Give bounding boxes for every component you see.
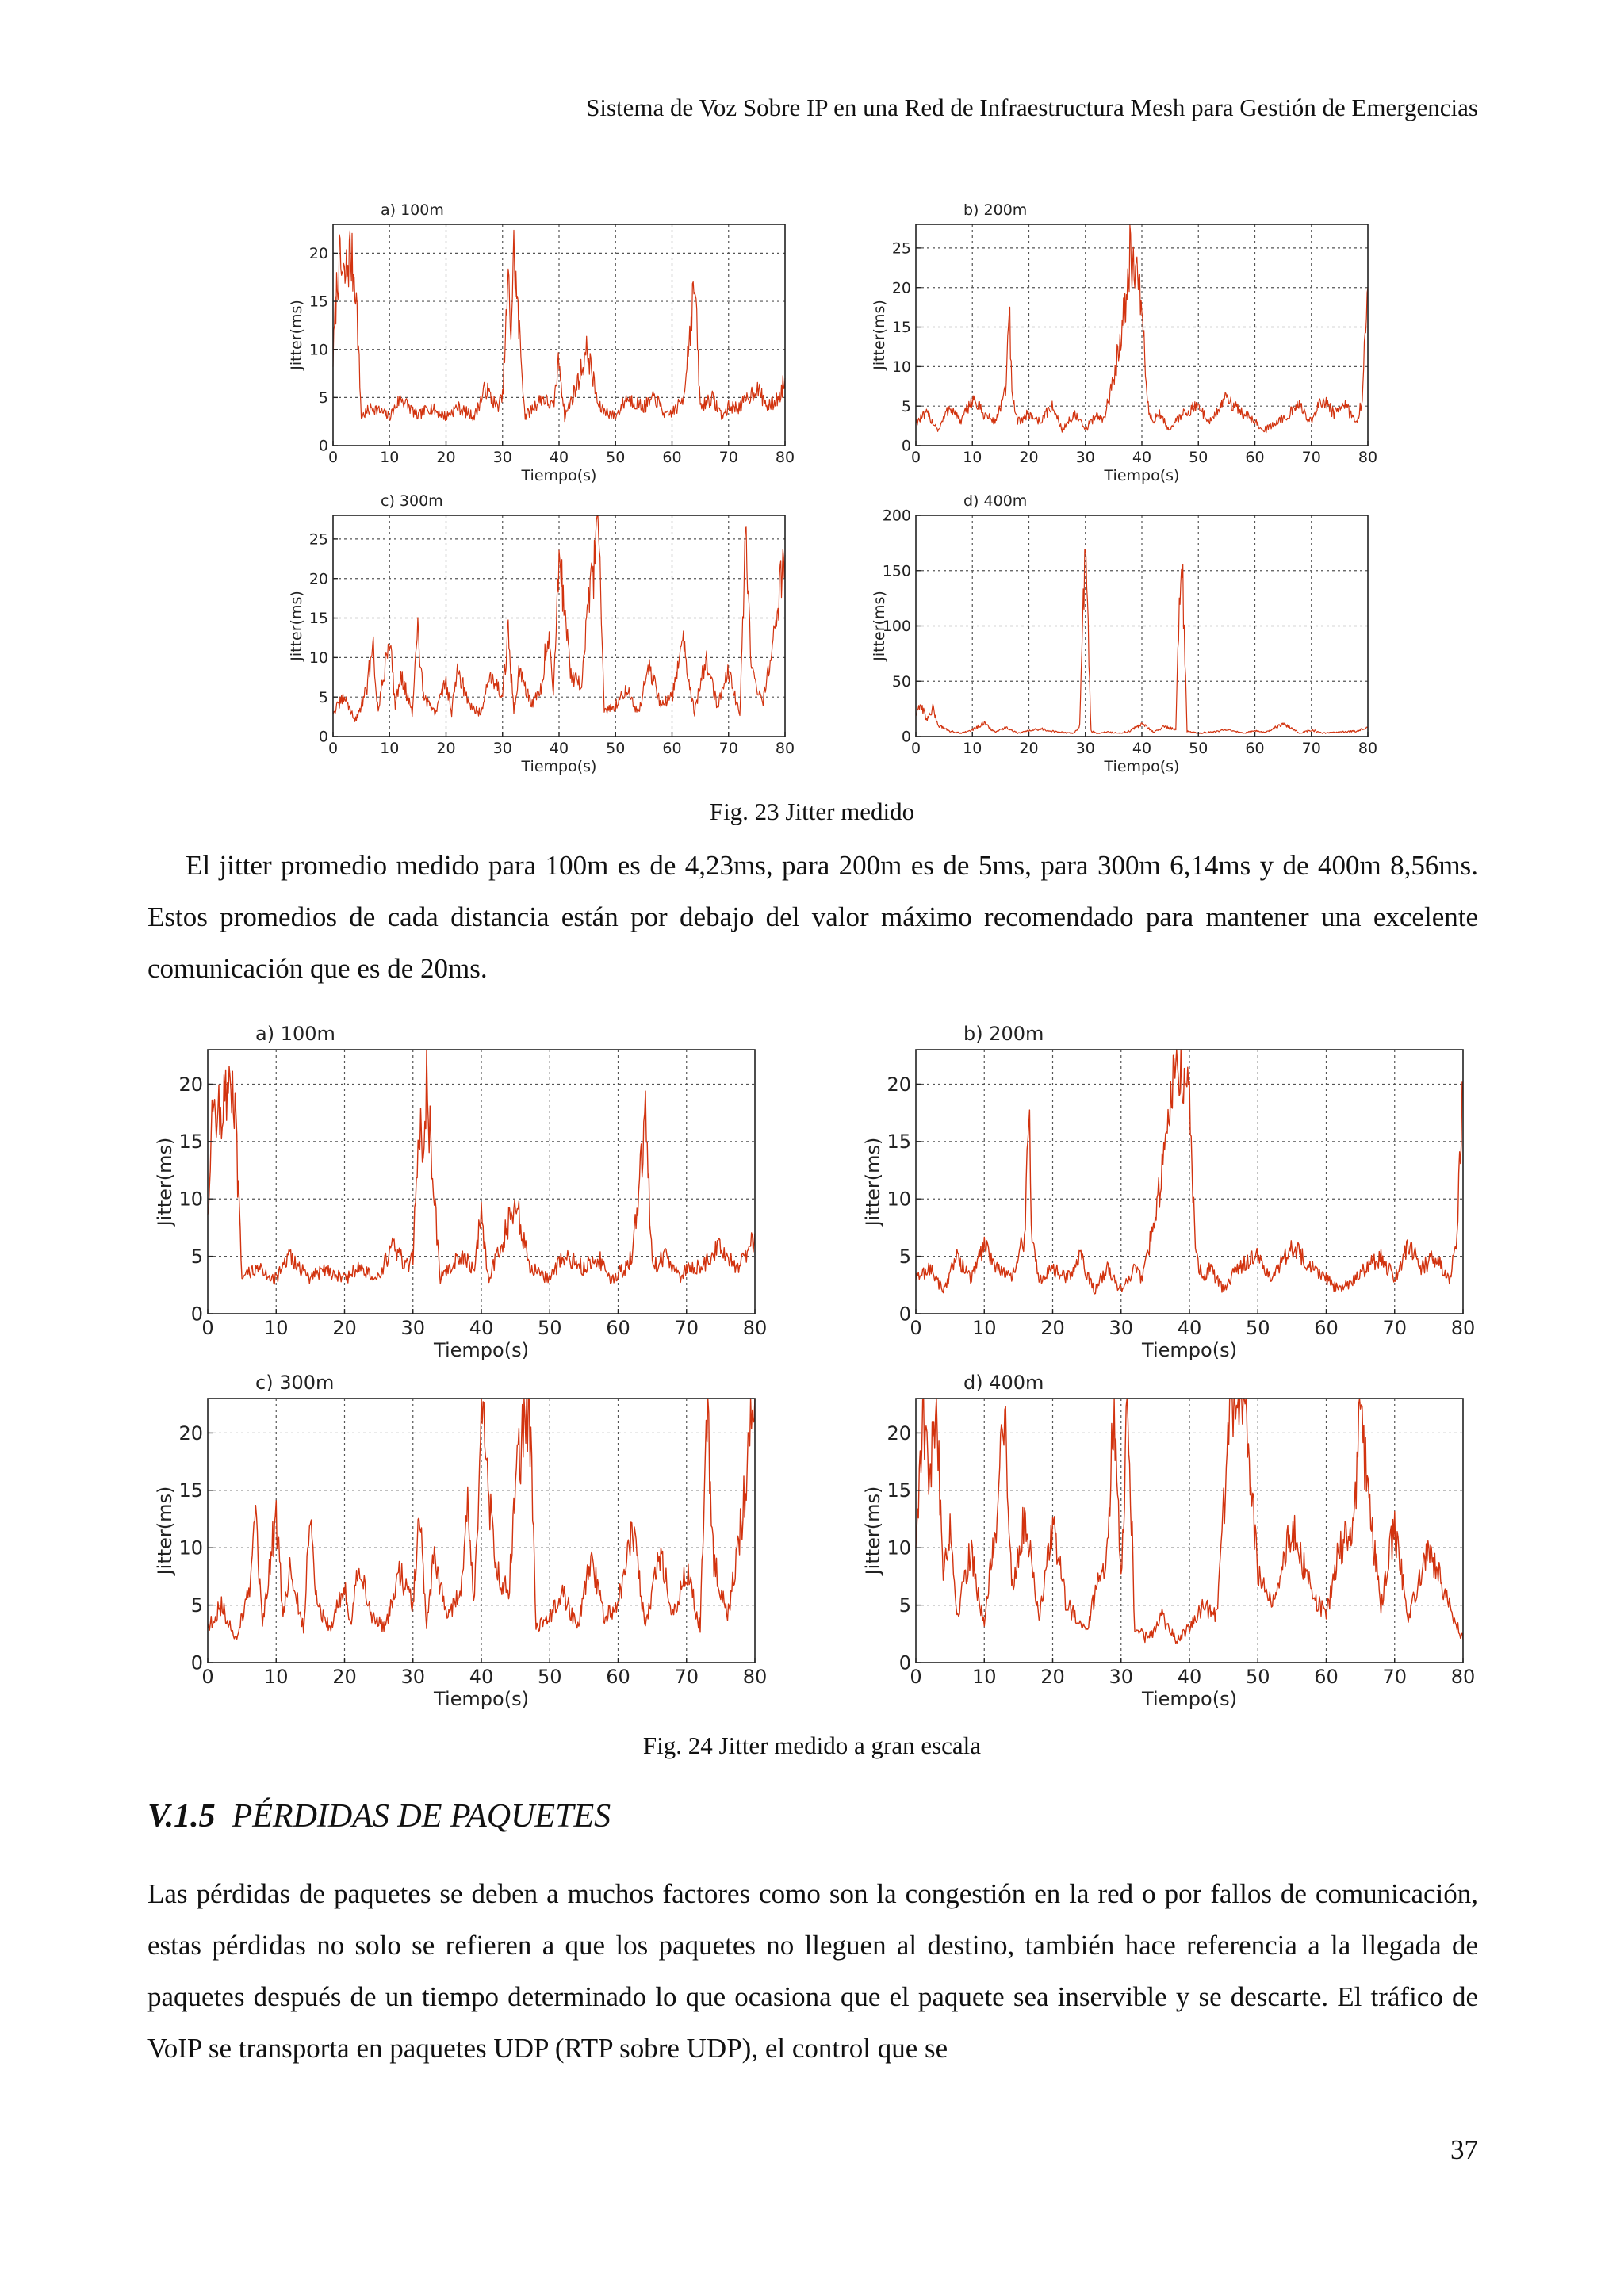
y-tick-label: 5 bbox=[318, 688, 328, 706]
x-axis-label: Tiempo(s) bbox=[521, 758, 597, 775]
y-tick-label: 20 bbox=[178, 1422, 203, 1445]
y-tick-label: 50 bbox=[891, 672, 911, 691]
chart-title: b) 200m bbox=[963, 1023, 1044, 1045]
x-tick-label: 0 bbox=[201, 1666, 214, 1688]
y-tick-label: 10 bbox=[308, 341, 328, 359]
y-tick-label: 0 bbox=[190, 1303, 203, 1326]
y-tick-label: 5 bbox=[190, 1246, 203, 1269]
x-tick-label: 40 bbox=[1177, 1666, 1202, 1688]
plot-frame bbox=[916, 224, 1368, 446]
x-tick-label: 10 bbox=[963, 449, 982, 466]
y-tick-label: 150 bbox=[882, 562, 911, 580]
y-tick-label: 20 bbox=[887, 1422, 911, 1445]
y-tick-label: 10 bbox=[887, 1188, 911, 1211]
x-tick-label: 20 bbox=[1040, 1317, 1065, 1339]
plot-frame bbox=[333, 515, 785, 737]
x-tick-label: 80 bbox=[775, 449, 795, 466]
chart-title: c) 300m bbox=[381, 492, 443, 510]
y-tick-label: 10 bbox=[178, 1536, 203, 1559]
x-tick-label: 70 bbox=[718, 740, 738, 757]
x-axis-label: Tiempo(s) bbox=[434, 1339, 529, 1361]
y-tick-label: 10 bbox=[178, 1188, 203, 1211]
y-tick-label: 5 bbox=[898, 1246, 911, 1269]
x-tick-label: 60 bbox=[1314, 1666, 1339, 1688]
x-tick-label: 0 bbox=[910, 1666, 922, 1688]
x-tick-label: 0 bbox=[327, 740, 339, 757]
y-tick-label: 20 bbox=[887, 1073, 911, 1096]
x-tick-label: 80 bbox=[742, 1666, 768, 1688]
y-tick-label: 0 bbox=[901, 437, 911, 455]
y-tick-label: 10 bbox=[887, 1536, 911, 1559]
x-axis-label: Tiempo(s) bbox=[521, 467, 597, 484]
y-axis-label: Jitter(ms) bbox=[862, 1137, 884, 1226]
y-tick-label: 20 bbox=[308, 570, 328, 588]
y-tick-label: 15 bbox=[891, 319, 911, 337]
chart-title: b) 200m bbox=[963, 201, 1028, 219]
x-tick-label: 0 bbox=[910, 449, 921, 466]
x-tick-label: 60 bbox=[1314, 1317, 1339, 1339]
y-axis-label: Jitter(ms) bbox=[288, 300, 305, 370]
y-tick-label: 0 bbox=[901, 728, 911, 746]
x-tick-label: 80 bbox=[1450, 1666, 1476, 1688]
fig23-chart-b bbox=[868, 194, 1376, 492]
section-heading bbox=[147, 1797, 611, 1835]
x-tick-label: 20 bbox=[1019, 449, 1039, 466]
fig23-chart-c bbox=[285, 485, 793, 783]
x-tick-label: 20 bbox=[1019, 740, 1039, 757]
section-title: PÉRDIDAS DE PAQUETES bbox=[232, 1798, 611, 1835]
fig23-chart-d bbox=[868, 485, 1376, 783]
y-tick-label: 0 bbox=[318, 437, 328, 455]
y-axis-label: Jitter(ms) bbox=[154, 1486, 176, 1575]
x-tick-label: 70 bbox=[674, 1666, 699, 1688]
x-tick-label: 30 bbox=[400, 1317, 426, 1339]
y-tick-label: 20 bbox=[891, 279, 911, 297]
x-axis-label: Tiempo(s) bbox=[1104, 758, 1180, 775]
x-tick-label: 30 bbox=[400, 1666, 426, 1688]
y-tick-label: 15 bbox=[308, 293, 328, 311]
y-tick-label: 15 bbox=[178, 1479, 203, 1502]
x-tick-label: 70 bbox=[1301, 449, 1321, 466]
y-tick-label: 0 bbox=[318, 728, 328, 746]
x-tick-label: 60 bbox=[1245, 449, 1265, 466]
x-tick-label: 40 bbox=[469, 1666, 494, 1688]
fig24-chart-c bbox=[152, 1365, 768, 1714]
chart-title: c) 300m bbox=[255, 1372, 335, 1394]
y-tick-label: 15 bbox=[887, 1131, 911, 1154]
x-tick-label: 20 bbox=[332, 1666, 357, 1688]
y-axis-label: Jitter(ms) bbox=[871, 300, 888, 370]
x-tick-label: 40 bbox=[1132, 449, 1152, 466]
jitter-series-line bbox=[916, 225, 1368, 433]
fig23-chart-a bbox=[285, 194, 793, 492]
x-tick-label: 70 bbox=[1382, 1666, 1408, 1688]
y-tick-label: 15 bbox=[178, 1131, 203, 1154]
y-tick-label: 15 bbox=[887, 1479, 911, 1502]
x-axis-label: Tiempo(s) bbox=[1142, 1339, 1237, 1361]
x-tick-label: 30 bbox=[492, 449, 512, 466]
x-tick-label: 80 bbox=[1358, 740, 1378, 757]
y-axis-label: Jitter(ms) bbox=[862, 1486, 884, 1575]
section-number: V.1.5 bbox=[147, 1798, 216, 1835]
y-tick-label: 10 bbox=[308, 649, 328, 668]
y-tick-label: 5 bbox=[190, 1594, 203, 1617]
x-tick-label: 10 bbox=[263, 1317, 289, 1339]
y-tick-label: 25 bbox=[308, 530, 328, 549]
y-tick-label: 0 bbox=[898, 1651, 911, 1674]
jitter-average-paragraph: El jitter promedio medido para 100m es de 4,23ms, para 200m es de 5ms, para 300m 6,14ms y de 400m 8,56ms. Estos promedios de cada distancia están por debajo del valor máximo recomendado para mantener una excelente comunicación que es de 20ms. bbox=[147, 850, 1478, 984]
x-tick-label: 80 bbox=[1358, 449, 1378, 466]
x-tick-label: 10 bbox=[380, 740, 400, 757]
plot-frame bbox=[333, 224, 785, 446]
x-tick-label: 60 bbox=[606, 1666, 630, 1688]
chart-title: d) 400m bbox=[963, 492, 1028, 510]
x-tick-label: 20 bbox=[332, 1317, 357, 1339]
x-tick-label: 50 bbox=[1189, 740, 1208, 757]
x-axis-label: Tiempo(s) bbox=[1142, 1688, 1237, 1710]
x-tick-label: 70 bbox=[718, 449, 738, 466]
x-tick-label: 0 bbox=[910, 1317, 922, 1339]
x-tick-label: 10 bbox=[971, 1666, 997, 1688]
y-tick-label: 20 bbox=[178, 1073, 203, 1096]
y-tick-label: 200 bbox=[882, 507, 911, 525]
y-tick-label: 5 bbox=[898, 1594, 911, 1617]
x-tick-label: 30 bbox=[1075, 740, 1095, 757]
x-tick-label: 50 bbox=[606, 449, 626, 466]
x-tick-label: 30 bbox=[492, 740, 512, 757]
x-tick-label: 0 bbox=[910, 740, 921, 757]
x-tick-label: 10 bbox=[263, 1666, 289, 1688]
y-tick-label: 20 bbox=[308, 245, 328, 263]
x-tick-label: 20 bbox=[1040, 1666, 1065, 1688]
x-tick-label: 0 bbox=[327, 449, 339, 466]
x-tick-label: 60 bbox=[662, 449, 682, 466]
x-tick-label: 40 bbox=[549, 449, 569, 466]
y-tick-label: 0 bbox=[190, 1651, 203, 1674]
x-tick-label: 50 bbox=[537, 1666, 562, 1688]
x-tick-label: 60 bbox=[662, 740, 682, 757]
y-tick-label: 5 bbox=[318, 388, 328, 407]
running-header: Sistema de Voz Sobre IP en una Red de Infraestructura Mesh para Gestión de Emergencias bbox=[586, 94, 1478, 121]
y-tick-label: 25 bbox=[891, 239, 911, 258]
packet-loss-paragraph: Las pérdidas de paquetes se deben a muchos factores como son la congestión en la red o por fallos de comunicación, estas pérdidas no solo se refieren a que los paquetes no lleguen al destino, también hace referencia a la llegada de paquetes después de un tiempo determinado lo que ocasiona que el paquete sea inservible y se descarte. El tráfico de VoIP se transporta en paquetes UDP (RTP sobre UDP), el control que se bbox=[147, 1878, 1478, 2064]
x-tick-label: 20 bbox=[436, 449, 456, 466]
y-tick-label: 10 bbox=[891, 358, 911, 377]
y-axis-label: Jitter(ms) bbox=[288, 591, 305, 661]
page-number: 37 bbox=[1450, 2134, 1478, 2165]
x-tick-label: 50 bbox=[1189, 449, 1208, 466]
x-tick-label: 40 bbox=[1132, 740, 1152, 757]
x-tick-label: 60 bbox=[1245, 740, 1265, 757]
y-axis-label: Jitter(ms) bbox=[871, 591, 888, 661]
fig24-chart-b bbox=[860, 1016, 1476, 1365]
x-tick-label: 50 bbox=[537, 1317, 562, 1339]
x-tick-label: 20 bbox=[436, 740, 456, 757]
fig24-chart-a bbox=[152, 1016, 768, 1365]
x-tick-label: 80 bbox=[1450, 1317, 1476, 1339]
jitter-series-line bbox=[208, 1399, 755, 1639]
x-tick-label: 60 bbox=[606, 1317, 630, 1339]
x-axis-label: Tiempo(s) bbox=[1104, 467, 1180, 484]
fig24-caption: Fig. 24 Jitter medido a gran escala bbox=[642, 1732, 982, 1759]
x-tick-label: 30 bbox=[1109, 1666, 1134, 1688]
x-tick-label: 80 bbox=[742, 1317, 768, 1339]
chart-title: a) 100m bbox=[381, 201, 444, 219]
x-tick-label: 70 bbox=[1301, 740, 1321, 757]
x-tick-label: 10 bbox=[380, 449, 400, 466]
x-axis-label: Tiempo(s) bbox=[434, 1688, 529, 1710]
chart-title: d) 400m bbox=[963, 1372, 1044, 1394]
y-tick-label: 15 bbox=[308, 610, 328, 628]
x-tick-label: 30 bbox=[1109, 1317, 1134, 1339]
y-tick-label: 5 bbox=[901, 397, 911, 415]
x-tick-label: 40 bbox=[469, 1317, 494, 1339]
y-tick-label: 100 bbox=[882, 618, 911, 636]
x-tick-label: 80 bbox=[775, 740, 795, 757]
x-tick-label: 10 bbox=[971, 1317, 997, 1339]
y-tick-label: 0 bbox=[898, 1303, 911, 1326]
fig23-caption: Fig. 23 Jitter medido bbox=[709, 798, 915, 825]
fig24-chart-d bbox=[860, 1365, 1476, 1714]
chart-title: a) 100m bbox=[255, 1023, 335, 1045]
y-axis-label: Jitter(ms) bbox=[154, 1137, 176, 1226]
x-tick-label: 40 bbox=[1177, 1317, 1202, 1339]
x-tick-label: 70 bbox=[674, 1317, 699, 1339]
x-tick-label: 10 bbox=[963, 740, 982, 757]
x-tick-label: 50 bbox=[1245, 1666, 1270, 1688]
x-tick-label: 30 bbox=[1075, 449, 1095, 466]
x-tick-label: 50 bbox=[1245, 1317, 1270, 1339]
x-tick-label: 0 bbox=[201, 1317, 214, 1339]
x-tick-label: 50 bbox=[606, 740, 626, 757]
x-tick-label: 40 bbox=[549, 740, 569, 757]
x-tick-label: 70 bbox=[1382, 1317, 1408, 1339]
